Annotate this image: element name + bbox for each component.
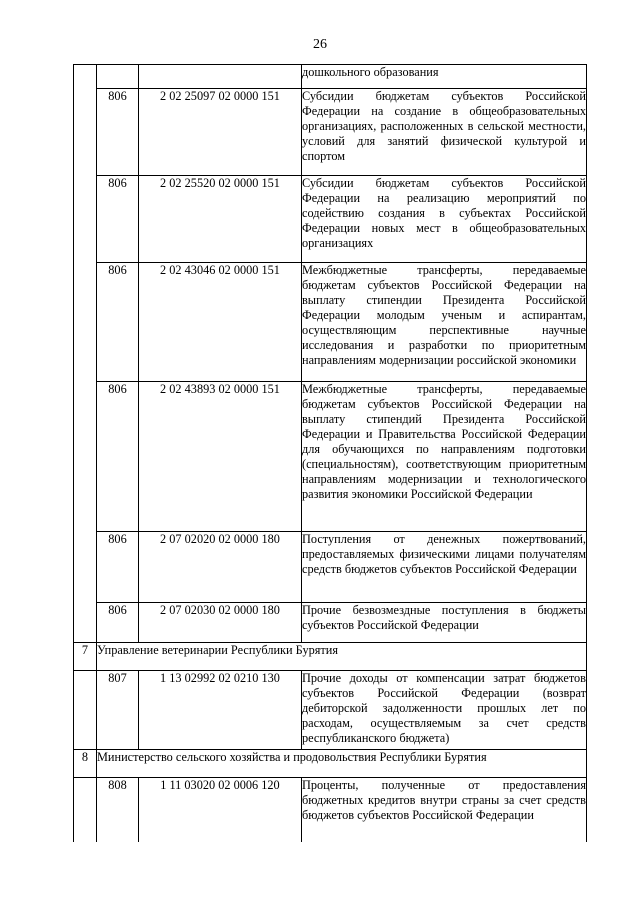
administrator-code-cell: 806 <box>97 382 139 532</box>
revenue-code-cell: 2 02 43046 02 0000 151 <box>139 263 302 382</box>
revenue-code-cell: 2 07 02020 02 0000 180 <box>139 532 302 603</box>
table-row <box>74 603 587 643</box>
revenue-code-cell: 2 02 25520 02 0000 151 <box>139 176 302 263</box>
revenue-description-cell: Поступления от денежных пожертвований, предоставляемых физическими лицами получателям средств бюджетов субъектов Российской Федерации <box>302 532 587 603</box>
table-row <box>74 671 587 750</box>
number-cell <box>74 671 97 750</box>
revenue-description-cell: Прочие доходы от компенсации затрат бюджетов субъектов Российской Федерации (возврат дебиторской задолженности прошлых лет по расходам, осуществляемым за счет средств республиканского бюджета) <box>302 671 587 750</box>
section-title: Министерство сельского хозяйства и продовольствия Республики Бурятия <box>97 750 587 778</box>
revenue-description-cell: Прочие безвозмездные поступления в бюджеты субъектов Российской Федерации <box>302 603 587 643</box>
section-header-row <box>74 750 587 778</box>
administrator-code-cell: 806 <box>97 603 139 643</box>
revenue-administrators-table <box>73 64 587 842</box>
revenue-description-cell: дошкольного образования <box>302 65 587 89</box>
revenue-code-cell: 2 02 25097 02 0000 151 <box>139 89 302 176</box>
revenue-code-cell: 1 11 03020 02 0006 120 <box>139 778 302 842</box>
revenue-code-cell: 1 13 02992 02 0210 130 <box>139 671 302 750</box>
revenue-description-cell: Межбюджетные трансферты, передаваемые бюджетам субъектов Российской Федерации на выплату стипендий Президента Российской Федерации и Правительства Российской Федерации для обучающихся по направлениям подготовки (специальностям), соответствующим приоритетным направлениям модернизации и технологического развития экономики Российской Федерации <box>302 382 587 532</box>
revenue-description-cell: Межбюджетные трансферты, передаваемые бюджетам субъектов Российской Федерации на выплату стипендии Президента Российской Федерации молодым ученым и аспирантам, осуществляющим перспективные научные исследования и разработки по приоритетным направлениям модернизации российской экономики <box>302 263 587 382</box>
revenue-description-cell: Субсидии бюджетам субъектов Российской Федерации на реализацию мероприятий по содействию создания в субъектах Российской Федерации новых мест в общеобразовательных организациях <box>302 176 587 263</box>
table-row <box>74 65 587 89</box>
table-row <box>74 176 587 263</box>
section-header-row <box>74 643 587 671</box>
administrator-code-cell: 807 <box>97 671 139 750</box>
administrator-code-cell: 806 <box>97 89 139 176</box>
administrator-code-cell: 808 <box>97 778 139 842</box>
administrator-code-cell: 806 <box>97 176 139 263</box>
table-row <box>74 532 587 603</box>
revenue-code-cell: 2 02 43893 02 0000 151 <box>139 382 302 532</box>
table-row <box>74 382 587 532</box>
section-number: 7 <box>74 643 97 671</box>
table-row <box>74 89 587 176</box>
page-number: 26 <box>313 37 327 52</box>
section-title: Управление ветеринарии Республики Бурятия <box>97 643 587 671</box>
administrator-code-cell <box>97 65 139 89</box>
revenue-code-cell: 2 07 02030 02 0000 180 <box>139 603 302 643</box>
table-row <box>74 778 587 842</box>
revenue-description-cell: Проценты, полученные от предоставления бюджетных кредитов внутри страны за счет средств бюджетов субъектов Российской Федерации <box>302 778 587 842</box>
number-cell <box>74 778 97 842</box>
revenue-description-cell: Субсидии бюджетам субъектов Российской Федерации на создание в общеобразовательных организациях, расположенных в сельской местности, условий для занятий физической культурой и спортом <box>302 89 587 176</box>
section-number: 8 <box>74 750 97 778</box>
revenue-code-cell <box>139 65 302 89</box>
number-cell <box>74 65 97 643</box>
table-row <box>74 263 587 382</box>
administrator-code-cell: 806 <box>97 263 139 382</box>
administrator-code-cell: 806 <box>97 532 139 603</box>
